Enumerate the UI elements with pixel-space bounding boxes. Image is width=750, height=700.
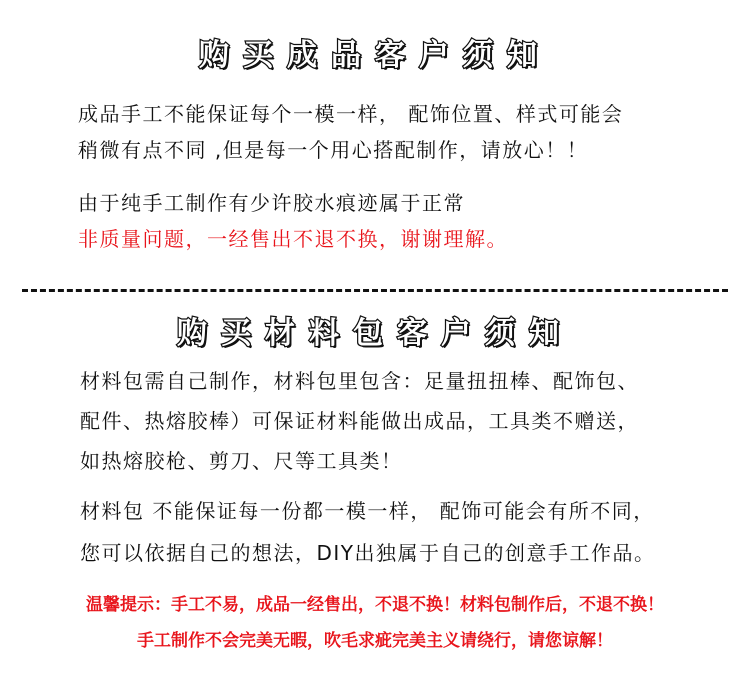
heading-finished-product-notice: 购买成品客户须知	[199, 38, 551, 73]
material-kit-paragraph-1-line-2: 配件、热熔胶棒）可保证材料能做出成品，工具类不赠送，	[80, 409, 639, 433]
material-kit-paragraph-1-line-3: 如热熔胶枪、剪刀、尺等工具类！	[80, 449, 403, 473]
material-kit-paragraph-2-line-2: 您可以依据自己的想法，DIY出独属于自己的创意手工作品。	[80, 541, 656, 565]
footer-notice-line-1: 温馨提示：手工不易，成品一经售出，不退不换！材料包制作后，不退不换！	[86, 595, 664, 615]
material-kit-paragraph-2	[80, 490, 656, 574]
finished-product-paragraph-2-line-2: 非质量问题，一经售出不退不换，谢谢理解。	[78, 227, 508, 251]
heading-material-kit-notice: 购买材料包客户须知	[177, 316, 573, 351]
section-divider	[22, 289, 728, 292]
material-kit-paragraph-2-line-1: 材料包 不能保证每一份都一模一样， 配饰可能会有所不同，	[80, 499, 655, 523]
finished-product-paragraph-2-line-1: 由于纯手工制作有少许胶水痕迹属于正常	[78, 191, 465, 215]
finished-product-paragraph-1	[78, 96, 623, 168]
finished-product-paragraph-1-line-2: 稍微有点不同 ,但是每一个用心搭配制作，请放心！！	[78, 138, 589, 162]
footer-notice-line-2: 手工制作不会完美无暇，吹毛求疵完美主义请绕行，请您谅解！	[137, 631, 613, 651]
material-kit-paragraph-1-line-1: 材料包需自己制作，材料包里包含：足量扭扭棒、配饰包、	[80, 369, 639, 393]
finished-product-paragraph-1-line-1: 成品手工不能保证每个一模一样， 配饰位置、样式可能会	[78, 102, 624, 126]
finished-product-paragraph-2	[78, 185, 508, 257]
material-kit-paragraph-1	[80, 361, 639, 481]
